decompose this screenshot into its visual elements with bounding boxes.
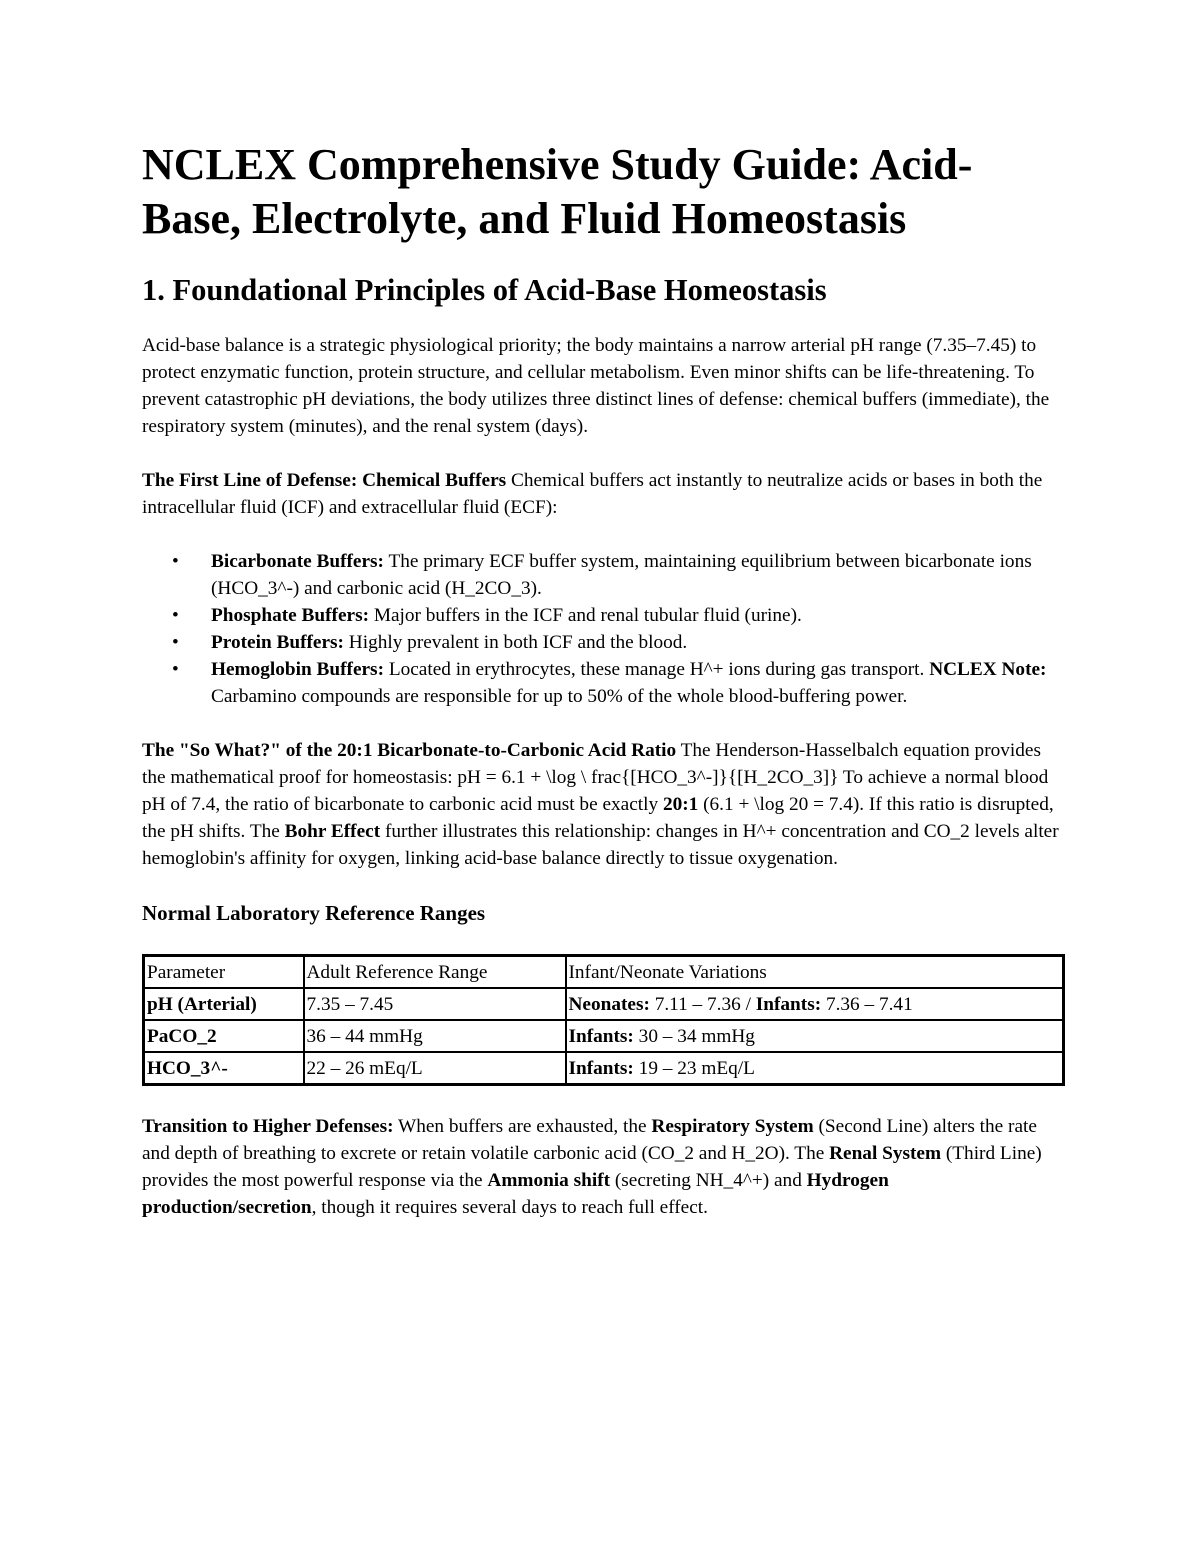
transition-text: (Third Line) provides the most powerful response via the (142, 1143, 1042, 1191)
ratio-heading: The "So What?" of the 20:1 Bicarbonate-to-Carbonic Acid Ratio (142, 740, 677, 761)
nclex-note-label: NCLEX Note: (929, 659, 1047, 680)
list-item-bicarbonate (142, 548, 1062, 602)
parameter-cell (144, 1052, 304, 1085)
ratio-text: The Henderson-Hasselbalch equation provides the mathematical proof for homeostasis: pH = 6.1 + \log \ frac{[HCO_3^-]}{[H_2CO_3]} To achieve a normal blood pH of 7.4, the ratio of bicarbonate to carbonic acid must be exactly (142, 740, 1049, 815)
table-row (144, 1020, 1064, 1052)
document-title: NCLEX Comprehensive Study Guide: Acid-Base, Electrolyte, and Fluid Homeostasis (142, 140, 973, 243)
variation-text: 7.36 – 7.41 (821, 993, 913, 1015)
item-label: Protein Buffers: (211, 632, 344, 653)
transition-text: When buffers are exhausted, the (393, 1116, 652, 1137)
variation-text: 7.11 – 7.36 / (649, 993, 756, 1015)
transition-label: Transition to Higher Defenses: (142, 1116, 394, 1137)
bullet-icon: • (172, 551, 179, 572)
item-label: Bicarbonate Buffers: (211, 551, 384, 572)
variation-label: Neonates: (568, 993, 650, 1015)
first-defense-paragraph (142, 467, 1062, 521)
table-header-row (144, 956, 1064, 989)
table-row (144, 988, 1064, 1020)
parameter-cell (144, 1020, 304, 1052)
nclex-note-text: Carbamino compounds are responsible for up to 50% of the whole blood-buffering power. (211, 686, 908, 707)
variation-text: 19 – 23 mEq/L (633, 1057, 755, 1079)
ammonia-shift-term: Ammonia shift (487, 1170, 611, 1191)
adult-range-cell: 36 – 44 mmHg (304, 1020, 566, 1052)
document-content (142, 138, 1062, 1221)
table-row (144, 1052, 1064, 1085)
item-label: Phosphate Buffers: (211, 605, 369, 626)
ratio-paragraph (142, 737, 1062, 872)
first-defense-heading: The First Line of Defense: Chemical Buffers (142, 470, 507, 491)
parameter-cell (144, 988, 304, 1020)
first-defense-text: Chemical buffers act instantly to neutralize acids or bases in both the intracellular fluid (ICF) and extracellular fluid (ECF): (142, 470, 1043, 518)
parameter-name: pH (Arterial) (147, 993, 257, 1015)
variation-cell (566, 988, 1064, 1020)
lab-reference-table (142, 954, 1065, 1086)
bullet-icon: • (172, 632, 179, 653)
item-text: Located in erythrocytes, these manage H^+ ions during gas transport. (384, 659, 930, 680)
table-header-cell: Parameter (144, 956, 304, 989)
ratio-text: (6.1 + \log 20 = 7.4). If this ratio is disrupted, the pH shifts. The (142, 794, 1054, 842)
item-label: Hemoglobin Buffers: (211, 659, 384, 680)
respiratory-system-term: Respiratory System (651, 1116, 814, 1137)
parameter-name: PaCO_2 (147, 1025, 217, 1047)
ratio-text: further illustrates this relationship: changes in H^+ concentration and CO_2 levels alter hemoglobin's affinity for oxygen, linking acid-base balance directly to tissue oxygenation. (142, 821, 1059, 869)
variation-label: Infants: (568, 1025, 634, 1047)
list-item-phosphate (142, 602, 1062, 629)
section-heading: 1. Foundational Principles of Acid-Base Homeostasis (142, 273, 827, 307)
variation-label: Infants: (755, 993, 822, 1015)
item-text: Highly prevalent in both ICF and the blood. (343, 632, 688, 653)
variation-cell (566, 1020, 1064, 1052)
transition-text: , though it requires several days to reach full effect. (311, 1197, 708, 1218)
ratio-value: 20:1 (662, 794, 699, 815)
hydrogen-secretion-term: Hydrogen production/secretion (142, 1170, 889, 1218)
item-text: The primary ECF buffer system, maintaining equilibrium between bicarbonate ions (HCO_3^-) and carbonic acid (H_2CO_3). (211, 551, 1032, 599)
list-item-hemoglobin (142, 656, 1062, 710)
parameter-name: HCO_3^- (147, 1057, 228, 1079)
adult-range-cell: 22 – 26 mEq/L (304, 1052, 566, 1085)
table-header-cell: Adult Reference Range (304, 956, 566, 989)
transition-text: (secreting NH_4^+) and (610, 1170, 807, 1191)
variation-text: 30 – 34 mmHg (633, 1025, 755, 1047)
table-header-cell: Infant/Neonate Variations (566, 956, 1064, 989)
variation-cell (566, 1052, 1064, 1085)
list-item-protein (142, 629, 1062, 656)
intro-paragraph: Acid-base balance is a strategic physiological priority; the body maintains a narrow arterial pH range (7.35–7.45) to protect enzymatic function, protein structure, and cellular metabolism. Even minor shifts can be life-threatening. To prevent catastrophic pH deviations, the body utilizes three distinct lines of defense: chemical buffers (immediate), the respiratory system (minutes), and the renal system (days). (142, 335, 1050, 437)
renal-system-term: Renal System (829, 1143, 942, 1164)
transition-paragraph (142, 1113, 1062, 1221)
bullet-icon: • (172, 605, 179, 626)
lab-ranges-heading: Normal Laboratory Reference Ranges (142, 901, 486, 925)
bohr-effect-term: Bohr Effect (284, 821, 381, 842)
adult-range-cell: 7.35 – 7.45 (304, 988, 566, 1020)
transition-text: (Second Line) alters the rate and depth of breathing to excrete or retain volatile carbonic acid (CO_2 and H_2O). The (142, 1116, 1037, 1164)
item-text: Major buffers in the ICF and renal tubular fluid (urine). (369, 605, 802, 626)
bullet-icon: • (172, 659, 179, 680)
buffer-list (142, 548, 1062, 710)
variation-label: Infants: (568, 1057, 634, 1079)
